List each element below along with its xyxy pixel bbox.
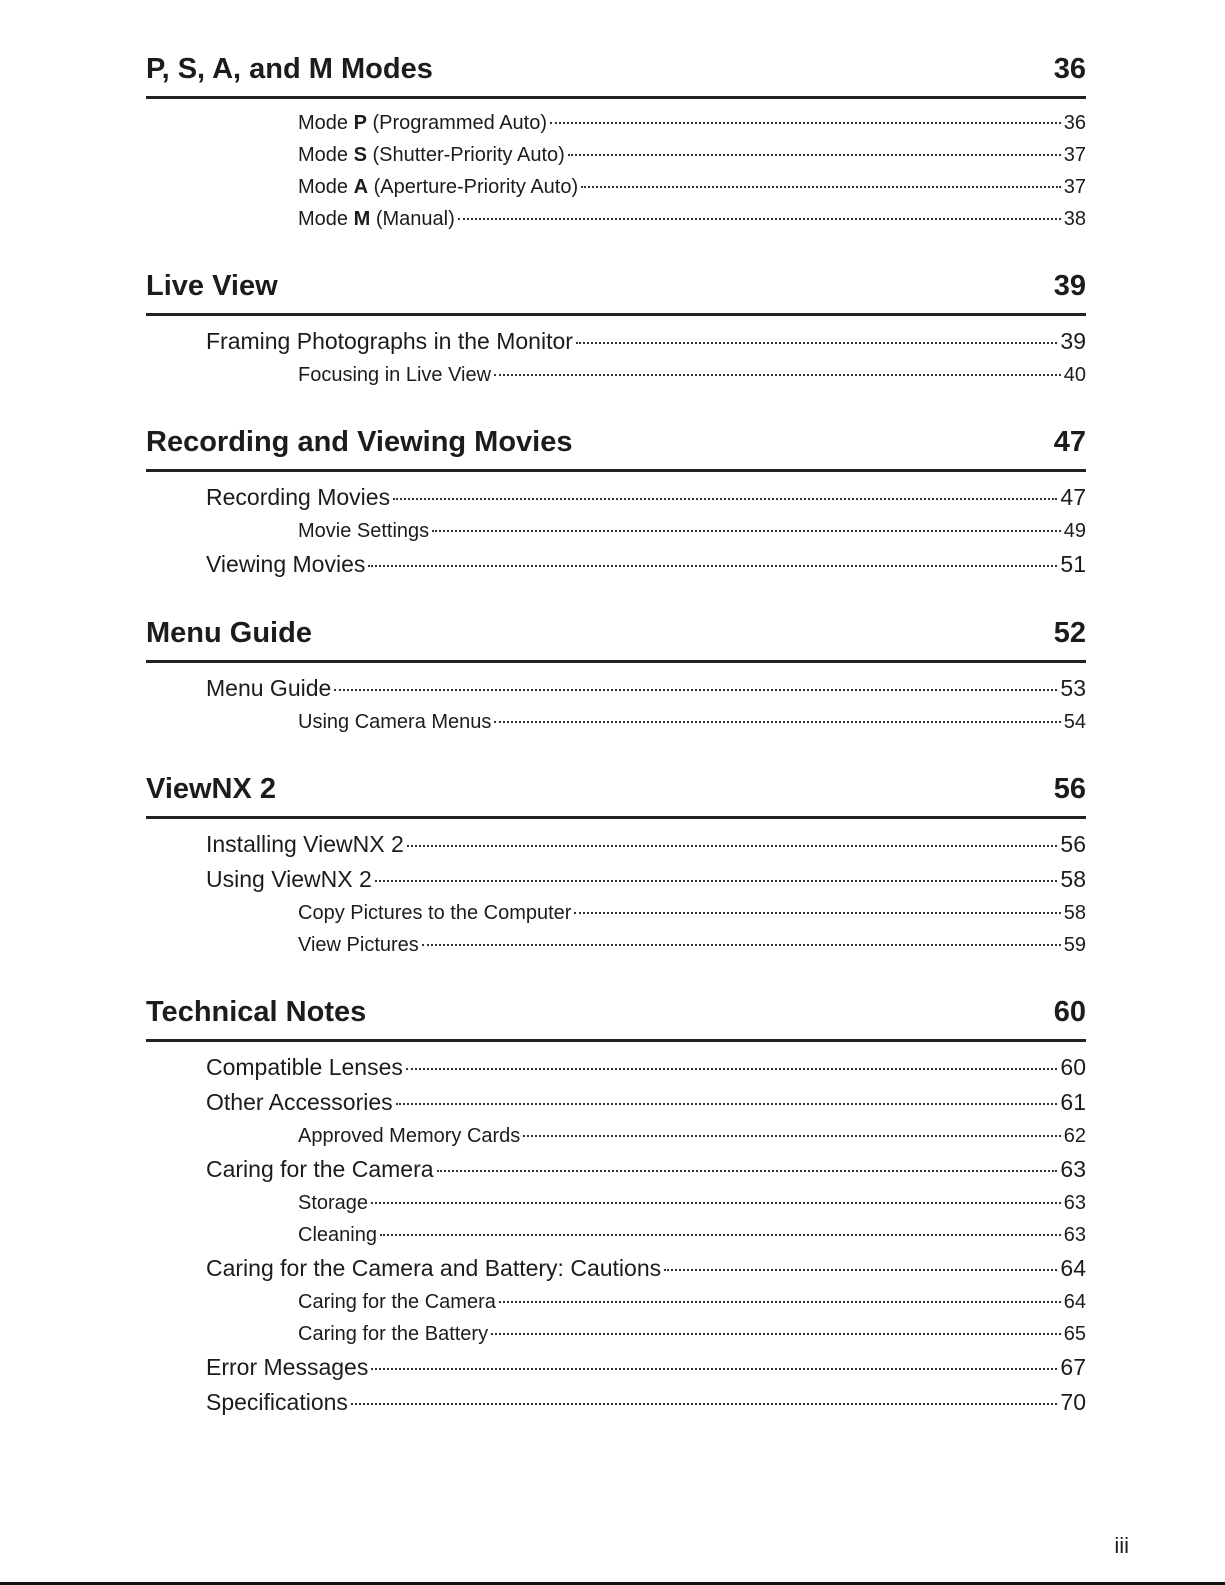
dot-leader <box>458 218 1061 220</box>
dot-leader <box>523 1135 1060 1137</box>
dot-leader <box>574 912 1060 914</box>
entry-title: Mode S (Shutter-Priority Auto) <box>298 144 565 166</box>
toc-entry[interactable] <box>146 1050 1086 1085</box>
entry-page-number: 62 <box>1063 1125 1086 1147</box>
section-title: ViewNX 2 <box>146 773 277 805</box>
dot-leader <box>568 154 1061 156</box>
section-title: Technical Notes <box>146 996 367 1028</box>
dot-leader <box>422 944 1061 946</box>
section-page-number: 36 <box>1053 53 1086 85</box>
entry-title: Compatible Lenses <box>206 1054 403 1080</box>
entry-page-number: 61 <box>1060 1089 1086 1115</box>
entry-title: Recording Movies <box>206 484 391 510</box>
dot-leader <box>371 1368 1057 1370</box>
table-of-contents <box>146 50 1086 1452</box>
entry-list <box>146 99 1086 235</box>
section-title: Recording and Viewing Movies <box>146 426 573 458</box>
entry-title: Installing ViewNX 2 <box>206 831 404 857</box>
entry-title: Caring for the Camera <box>298 1291 496 1313</box>
entry-page-number: 64 <box>1063 1291 1086 1313</box>
toc-section <box>146 993 1086 1420</box>
section-page-number: 52 <box>1053 617 1086 649</box>
entry-page-number: 51 <box>1060 551 1086 577</box>
entry-page-number: 36 <box>1063 112 1086 134</box>
entry-title: Caring for the Camera and Battery: Cautions <box>206 1255 662 1281</box>
toc-entry[interactable] <box>146 324 1086 359</box>
entry-title: View Pictures <box>298 934 419 956</box>
toc-entry[interactable] <box>146 1318 1086 1350</box>
entry-page-number: 63 <box>1060 1156 1086 1182</box>
toc-entry[interactable] <box>146 897 1086 929</box>
entry-title: Other Accessories <box>206 1089 393 1115</box>
entry-title: Mode M (Manual) <box>298 208 455 230</box>
entry-title: Specifications <box>206 1389 348 1415</box>
dot-leader <box>334 689 1057 691</box>
toc-entry[interactable] <box>146 203 1086 235</box>
dot-leader <box>664 1269 1057 1271</box>
dot-leader <box>491 1333 1061 1335</box>
entry-list <box>146 819 1086 961</box>
entry-title: Caring for the Camera <box>206 1156 434 1182</box>
entry-title: Using ViewNX 2 <box>206 866 372 892</box>
toc-entry[interactable] <box>146 827 1086 862</box>
dot-leader <box>494 721 1060 723</box>
toc-entry[interactable] <box>146 547 1086 582</box>
toc-entry[interactable] <box>146 1251 1086 1286</box>
section-heading[interactable] <box>146 423 1086 472</box>
entry-page-number: 39 <box>1060 328 1086 354</box>
entry-title: Mode P (Programmed Auto) <box>298 112 548 134</box>
page-number: iii <box>1114 1533 1129 1558</box>
entry-page-number: 56 <box>1060 831 1086 857</box>
entry-page-number: 38 <box>1063 208 1086 230</box>
toc-entry[interactable] <box>146 671 1086 706</box>
entry-title: Menu Guide <box>206 675 332 701</box>
entry-list <box>146 472 1086 582</box>
entry-title: Copy Pictures to the Computer <box>298 902 572 924</box>
section-title: Live View <box>146 270 278 302</box>
entry-title: Focusing in Live View <box>298 364 492 386</box>
section-heading[interactable] <box>146 770 1086 819</box>
entry-list <box>146 663 1086 738</box>
section-page-number: 56 <box>1053 773 1086 805</box>
entry-title: Using Camera Menus <box>298 711 492 733</box>
entry-page-number: 53 <box>1060 675 1086 701</box>
toc-entry[interactable] <box>146 706 1086 738</box>
entry-title: Cleaning <box>298 1224 377 1246</box>
section-page-number: 60 <box>1053 996 1086 1028</box>
entry-page-number: 58 <box>1063 902 1086 924</box>
entry-title: Movie Settings <box>298 520 430 542</box>
entry-title: Framing Photographs in the Monitor <box>206 328 573 354</box>
entry-list <box>146 316 1086 391</box>
dot-leader <box>499 1301 1061 1303</box>
section-page-number: 47 <box>1053 426 1086 458</box>
dot-leader <box>396 1103 1058 1105</box>
toc-entry[interactable] <box>146 480 1086 515</box>
dot-leader <box>351 1403 1057 1405</box>
toc-entry[interactable] <box>146 359 1086 391</box>
entry-page-number: 58 <box>1060 866 1086 892</box>
entry-page-number: 60 <box>1060 1054 1086 1080</box>
entry-page-number: 65 <box>1063 1323 1086 1345</box>
dot-leader <box>550 122 1061 124</box>
toc-entry[interactable] <box>146 1120 1086 1152</box>
entry-page-number: 40 <box>1063 364 1086 386</box>
toc-entry[interactable] <box>146 1286 1086 1318</box>
entry-title: Error Messages <box>206 1354 369 1380</box>
dot-leader <box>432 530 1061 532</box>
toc-entry[interactable] <box>146 1350 1086 1385</box>
entry-page-number: 67 <box>1060 1354 1086 1380</box>
toc-section <box>146 614 1086 738</box>
toc-entry[interactable] <box>146 139 1086 171</box>
dot-leader <box>380 1234 1061 1236</box>
section-title: P, S, A, and M Modes <box>146 53 433 85</box>
toc-entry[interactable] <box>146 1085 1086 1120</box>
entry-page-number: 54 <box>1063 711 1086 733</box>
entry-page-number: 47 <box>1060 484 1086 510</box>
dot-leader <box>581 186 1061 188</box>
dot-leader <box>371 1202 1061 1204</box>
toc-entry[interactable] <box>146 1385 1086 1420</box>
toc-entry[interactable] <box>146 171 1086 203</box>
section-heading[interactable] <box>146 993 1086 1042</box>
toc-entry[interactable] <box>146 929 1086 961</box>
entry-title: Caring for the Battery <box>298 1323 489 1345</box>
toc-section <box>146 423 1086 582</box>
toc-entry[interactable] <box>146 1187 1086 1219</box>
dot-leader <box>393 498 1057 500</box>
entry-page-number: 59 <box>1063 934 1086 956</box>
toc-section <box>146 267 1086 391</box>
dot-leader <box>494 374 1061 376</box>
dot-leader <box>437 1170 1058 1172</box>
dot-leader <box>576 342 1057 344</box>
toc-entry[interactable] <box>146 107 1086 139</box>
section-heading[interactable] <box>146 614 1086 663</box>
entry-page-number: 64 <box>1060 1255 1086 1281</box>
entry-title: Approved Memory Cards <box>298 1125 521 1147</box>
toc-section <box>146 770 1086 961</box>
toc-entry[interactable] <box>146 862 1086 897</box>
section-heading[interactable] <box>146 50 1086 99</box>
entry-page-number: 63 <box>1063 1224 1086 1246</box>
entry-page-number: 63 <box>1063 1192 1086 1214</box>
entry-page-number: 70 <box>1060 1389 1086 1415</box>
dot-leader <box>406 1068 1058 1070</box>
dot-leader <box>407 845 1058 847</box>
section-page-number: 39 <box>1053 270 1086 302</box>
toc-entry[interactable] <box>146 1152 1086 1187</box>
entry-list <box>146 1042 1086 1420</box>
entry-title: Viewing Movies <box>206 551 366 577</box>
dot-leader <box>368 565 1057 567</box>
toc-entry[interactable] <box>146 515 1086 547</box>
entry-title: Storage <box>298 1192 369 1214</box>
entry-page-number: 37 <box>1063 144 1086 166</box>
entry-page-number: 37 <box>1063 176 1086 198</box>
section-heading[interactable] <box>146 267 1086 316</box>
entry-title: Mode A (Aperture-Priority Auto) <box>298 176 579 198</box>
toc-entry[interactable] <box>146 1219 1086 1251</box>
dot-leader <box>375 880 1058 882</box>
entry-page-number: 49 <box>1063 520 1086 542</box>
toc-section <box>146 50 1086 235</box>
section-title: Menu Guide <box>146 617 312 649</box>
